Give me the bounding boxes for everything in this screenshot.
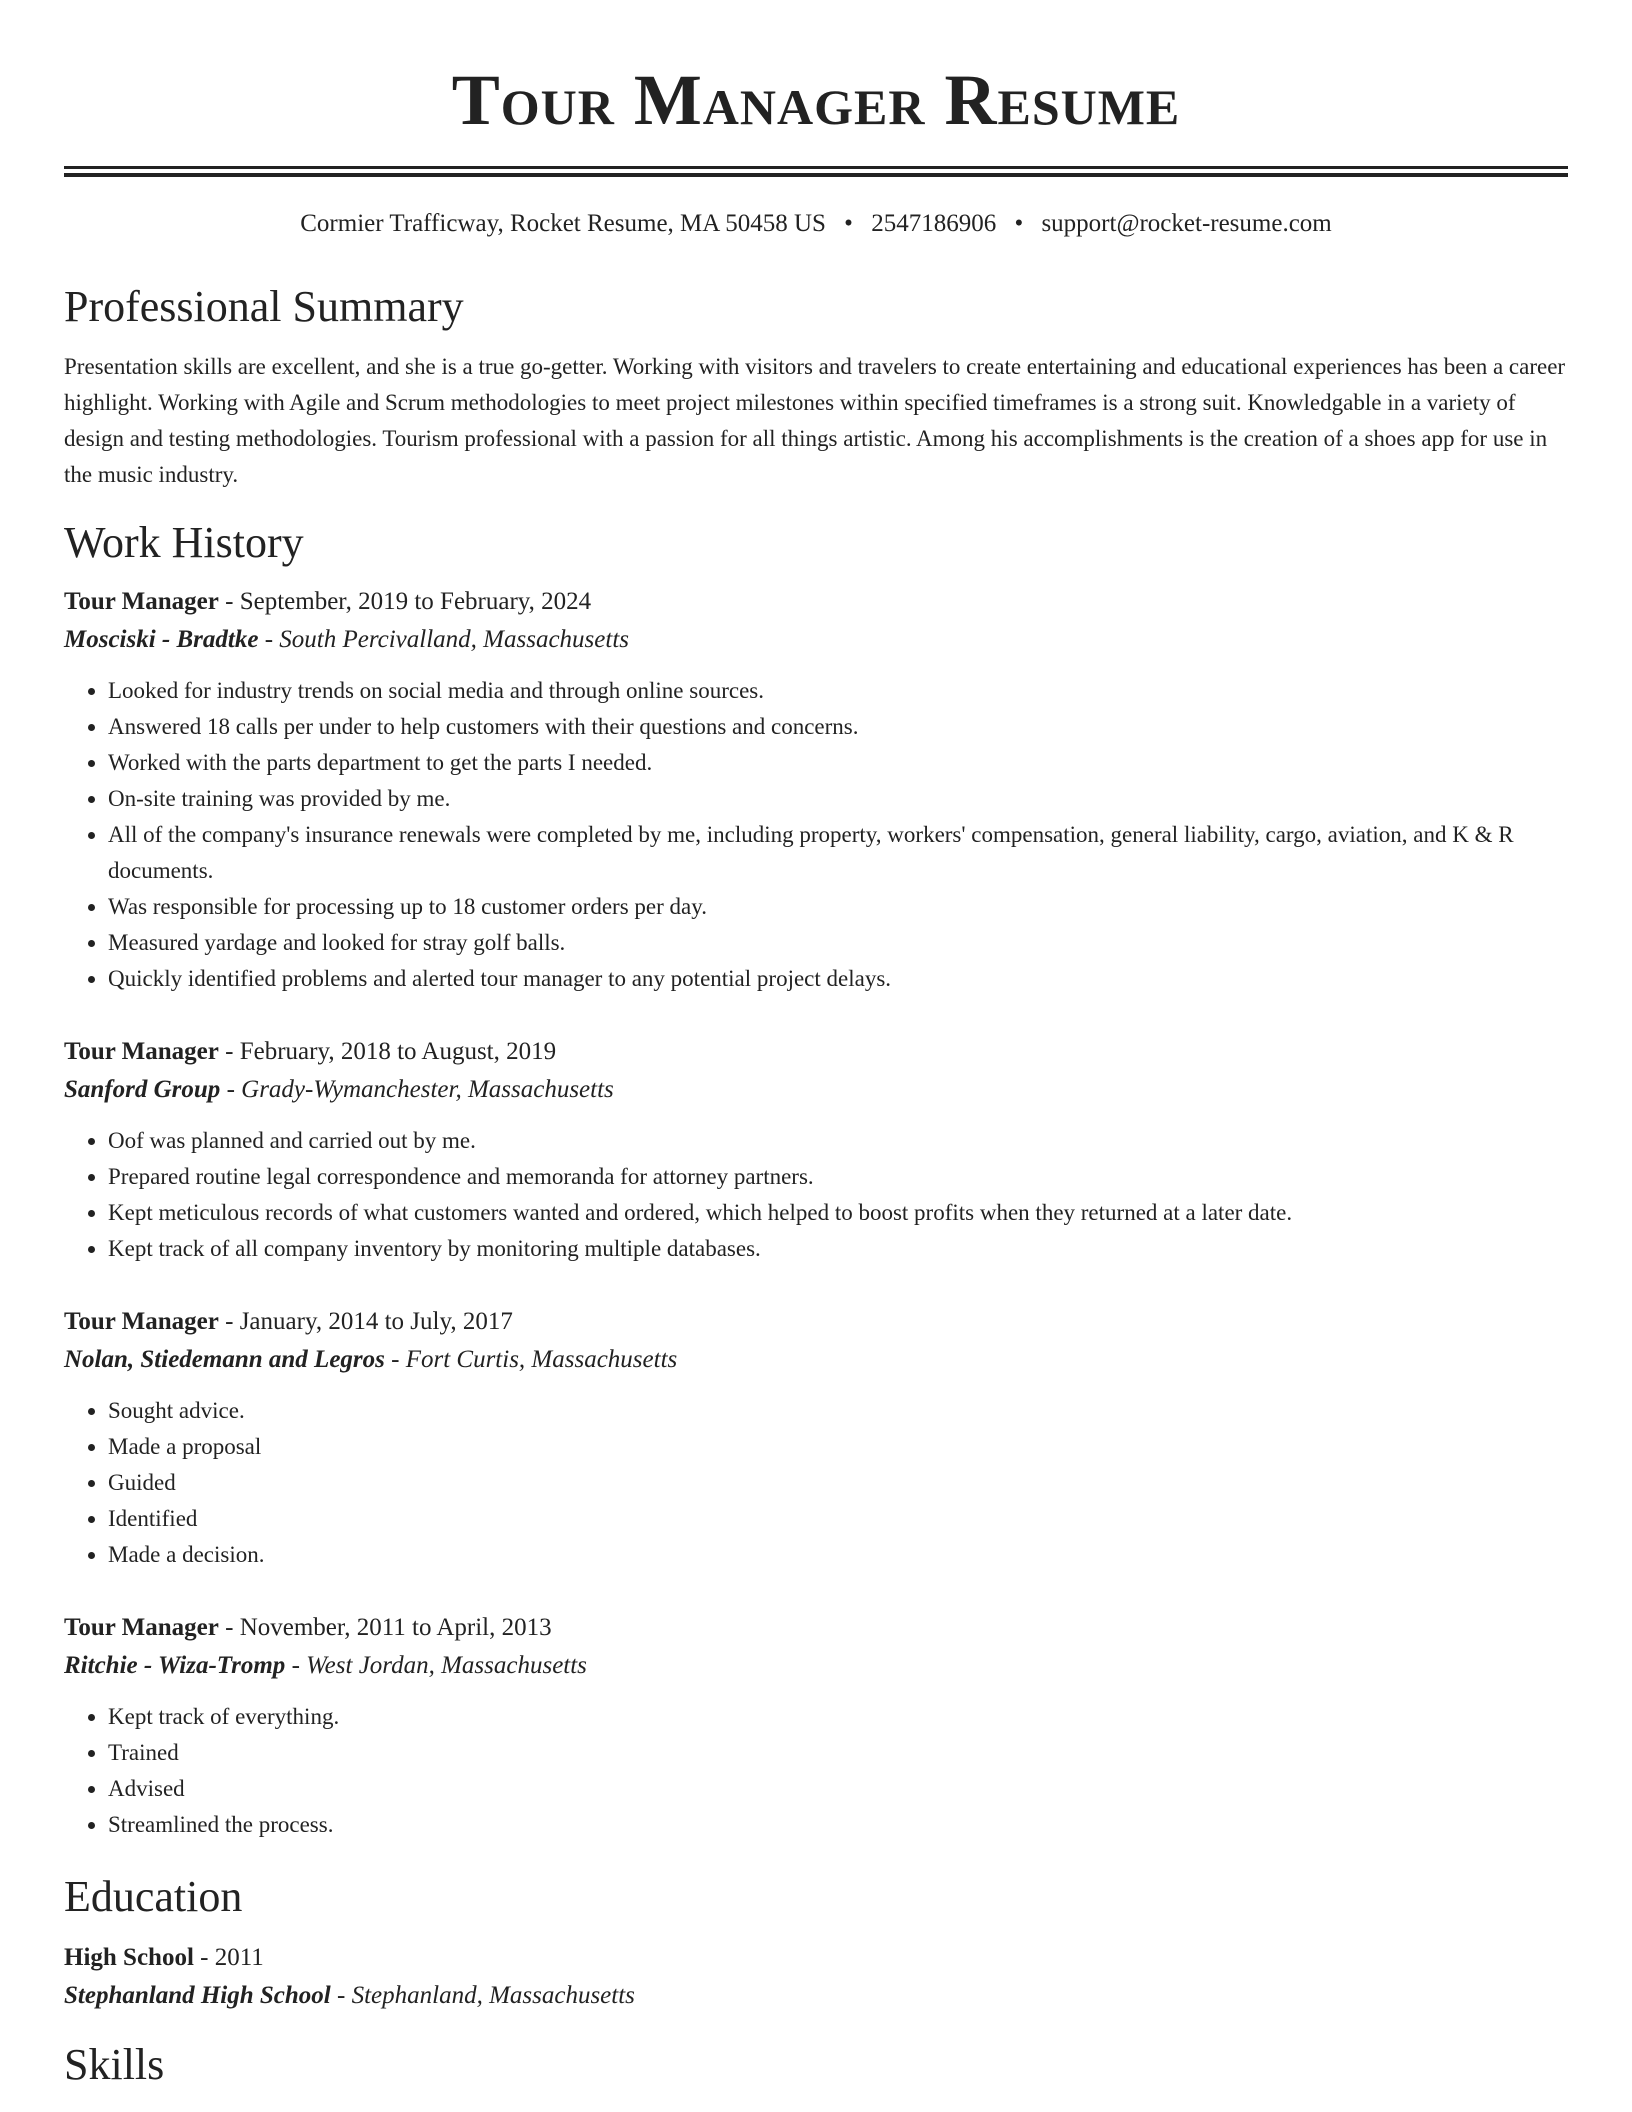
job-company-line [64,621,1568,659]
job-title-line [64,1609,1568,1647]
job-bullet: • Measured yardage and looked for stray golf balls. [108,925,1568,961]
job-dates: - February, 2018 to August, 2019 [218,1038,557,1065]
job-title: Tour Manager [64,1038,219,1065]
job-bullet: • Answered 18 calls per under to help customers with their questions and concerns. [108,709,1568,745]
summary-heading: Professional Summary [64,282,464,331]
contact-separator: • [1014,210,1024,237]
job-entry [64,1609,1568,1843]
contact-line [64,207,1568,241]
job-bullet: • Advised [108,1771,1568,1807]
job-company: Nolan, Stiedemann and Legros [64,1346,385,1373]
job-bullet: • Kept meticulous records of what customers wanted and ordered, which helped to boost profits when they returned at a later date. [108,1195,1568,1231]
job-bullet: • Identified [108,1501,1568,1537]
job-bullet: • Worked with the parts department to get the parts I needed. [108,745,1568,781]
resume-title: Tour Manager Resume [451,60,1181,140]
education-degree-line [64,1939,1568,1977]
resume-page [64,0,1568,2093]
job-bullet-list [64,1123,1568,1267]
job-company-line [64,1341,1568,1379]
job-location: - South Percivalland, Massachusetts [258,626,629,653]
job-bullet: • Quickly identified problems and alerted tour manager to any potential project delays. [108,961,1568,997]
education-school-line [64,1977,1568,2015]
job-company-line [64,1071,1568,1109]
job-bullet: • Was responsible for processing up to 18 customer orders per day. [108,889,1568,925]
education-heading: Education [64,1872,243,1921]
education-school: Stephanland High School [64,1982,331,2009]
job-bullet-list [64,1393,1568,1573]
job-bullet: • Streamlined the process. [108,1807,1568,1843]
job-bullet: • Guided [108,1465,1568,1501]
job-bullet: • Looked for industry trends on social media and through online sources. [108,673,1568,709]
job-bullet: • Kept track of all company inventory by monitoring multiple databases. [108,1231,1568,1267]
job-dates: - November, 2011 to April, 2013 [218,1614,552,1641]
job-title: Tour Manager [64,588,219,615]
job-entry [64,1033,1568,1267]
job-company-line [64,1647,1568,1685]
title-double-rule [64,166,1568,177]
job-title: Tour Manager [64,1308,219,1335]
skills-heading: Skills [64,2040,165,2089]
job-entry [64,583,1568,997]
education-year: - 2011 [193,1944,264,1971]
job-title-line [64,1303,1568,1341]
job-company: Sanford Group [64,1076,221,1103]
job-bullet: • Kept track of everything. [108,1699,1568,1735]
job-bullet: • Oof was planned and carried out by me. [108,1123,1568,1159]
job-location: - Grady-Wymanchester, Massachusetts [220,1076,614,1103]
contact-phone: 2547186906 [871,210,997,237]
job-location: - West Jordan, Massachusetts [285,1652,587,1679]
contact-email: support@rocket-resume.com [1041,210,1332,237]
job-bullet: • Trained [108,1735,1568,1771]
job-bullet: • All of the company's insurance renewals were completed by me, including property, workers' compensation, general liability, cargo, aviation, and K & R documents. [108,817,1568,889]
job-title-line [64,583,1568,621]
job-bullet: • Made a decision. [108,1537,1568,1573]
job-dates: - September, 2019 to February, 2024 [218,588,592,615]
job-bullet-list [64,673,1568,997]
job-location: - Fort Curtis, Massachusetts [384,1346,678,1373]
job-title-line [64,1033,1568,1071]
job-bullet: • Sought advice. [108,1393,1568,1429]
education-entry [64,1939,1568,2015]
job-dates: - January, 2014 to July, 2017 [218,1308,513,1335]
job-bullet: • Made a proposal [108,1429,1568,1465]
job-bullet-list [64,1699,1568,1843]
job-bullet: • On-site training was provided by me. [108,781,1568,817]
job-company: Mosciski - Bradtke [64,626,259,653]
job-bullet: • Prepared routine legal correspondence and memoranda for attorney partners. [108,1159,1568,1195]
education-degree: High School [64,1944,194,1971]
work-history-heading: Work History [64,518,304,567]
education-location: - Stephanland, Massachusetts [330,1982,635,2009]
job-company: Ritchie - Wiza-Tromp [64,1652,286,1679]
job-entry [64,1303,1568,1573]
job-title: Tour Manager [64,1614,219,1641]
contact-separator: • [844,210,853,237]
contact-address: Cormier Trafficway, Rocket Resume, MA 50458 US [300,210,826,237]
summary-text: Presentation skills are excellent, and she is a true go-getter. Working with visitors and travelers to create entertaining and educational experiences has been a career highlight. Working with Agile and Scrum methodologies to meet project milestones within specified timeframes is a strong suit. Knowledgable in a variety of design and testing methodologies. Tourism professional with a passion for all things artistic. Among his accomplishments is the creation of a shoes app for use in the music industry. [64,354,1566,487]
